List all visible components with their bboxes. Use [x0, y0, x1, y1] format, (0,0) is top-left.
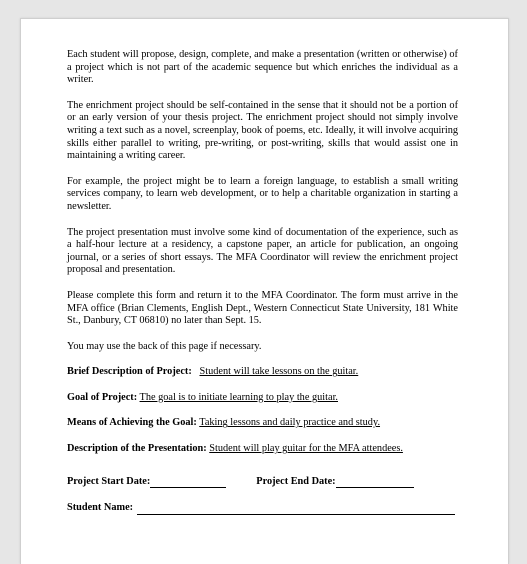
- field-label: Means of Achieving the Goal:: [67, 417, 197, 429]
- field-value[interactable]: Student will play guitar for the MFA attendees.: [209, 443, 403, 455]
- field-goal: [67, 392, 458, 405]
- student-name-row: [67, 502, 458, 515]
- paragraph-self-contained: The enrichment project should be self-contained in the sense that it should not be a portion of or an early version of your thesis project. The enrichment project should not simply involve writing a text such as a novel, screenplay, book of poems, etc. Ideally, it will involve acquiring skills either parallel to writing, pre-writing, or post-writing, skills that would assist one in maintaining a writing career.: [67, 99, 458, 162]
- date-row: [67, 476, 458, 489]
- field-label: Brief Description of Project:: [67, 366, 192, 378]
- field-value[interactable]: Student will take lessons on the guitar.: [199, 366, 359, 378]
- field-value[interactable]: The goal is to initiate learning to play the guitar.: [139, 391, 338, 403]
- field-presentation-description: [67, 443, 458, 456]
- paragraph-presentation: The project presentation must involve some kind of documentation of the experience, such as a half-hour lecture at a residency, a capstone paper, an article for publication, an ongoing journal, or a series of short essays. The MFA Coordinator will review the enrichment project proposal and presentation.: [67, 226, 458, 276]
- document-page: [20, 18, 509, 564]
- end-date-label: Project End Date:: [256, 475, 336, 487]
- paragraph-intro: Each student will propose, design, complete, and make a presentation (written or otherwise) of a project which is not part of the academic sequence but which enriches the individual as a writer.: [67, 49, 458, 86]
- field-label: Goal of Project:: [67, 391, 138, 403]
- end-date-blank[interactable]: [336, 477, 414, 488]
- document-content: [67, 49, 458, 529]
- field-value[interactable]: Taking lessons and daily practice and study.: [199, 417, 381, 429]
- paragraph-back-of-page: You may use the back of this page if necessary.: [67, 340, 262, 352]
- start-date-blank[interactable]: [150, 477, 226, 488]
- field-means: [67, 417, 458, 430]
- student-name-label: Student Name:: [67, 502, 134, 514]
- field-brief-description: [67, 366, 458, 379]
- start-date-label: Project Start Date:: [67, 475, 151, 487]
- paragraph-instructions: Please complete this form and return it to the MFA Coordinator. The form must arrive in the MFA office (Brian Clements, English Dept., Western Connecticut State University, 181 White St., Danbury, CT 06810) no later than Sept. 15.: [67, 289, 458, 327]
- paragraph-example: For example, the project might be to learn a foreign language, to establish a small writing services company, to learn web development, or to help a charitable organization in starting a newsletter.: [67, 175, 458, 212]
- field-label: Description of the Presentation:: [67, 443, 207, 455]
- dates-section: [67, 476, 458, 515]
- student-name-blank[interactable]: [137, 504, 455, 515]
